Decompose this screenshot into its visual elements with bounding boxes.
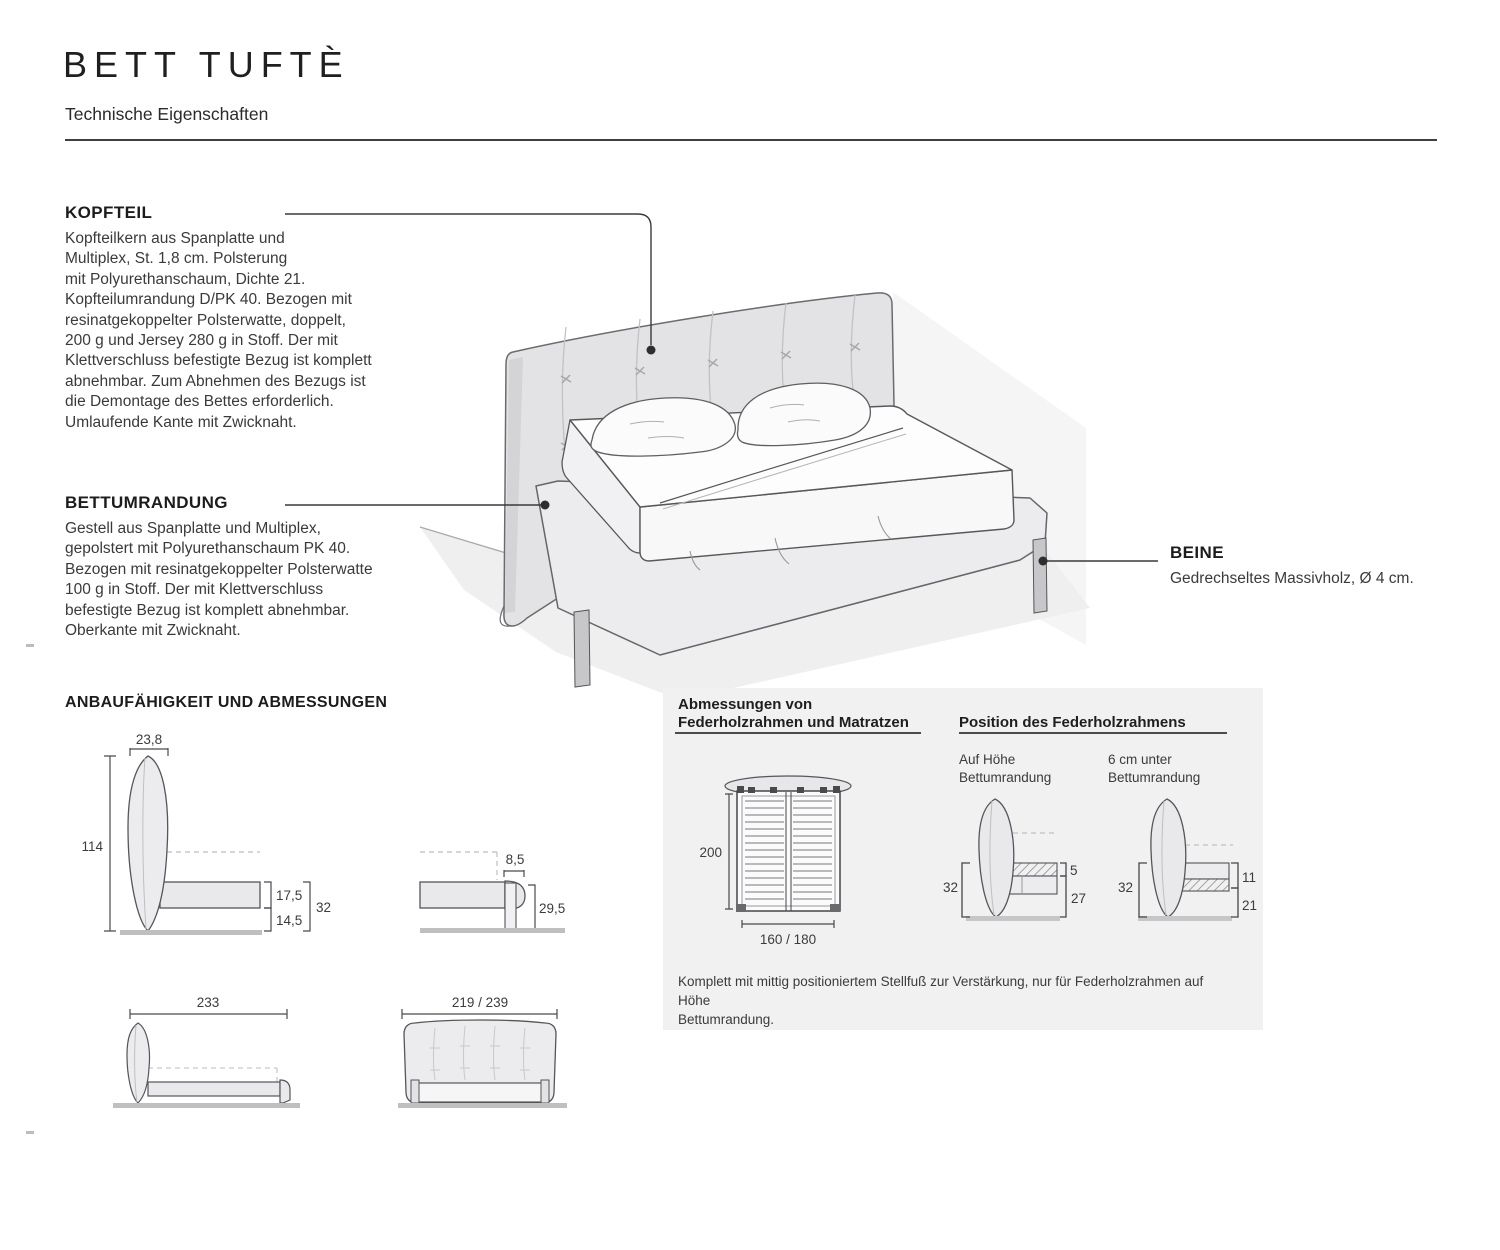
panel-heading-position: Position des Federholzrahmens <box>959 714 1186 731</box>
page-subtitle: Technische Eigenschaften <box>65 104 269 124</box>
drawing-front-width <box>398 995 567 1108</box>
bettumrandung-description: Gestell aus Spanplatte und Multiplex, gepolstert mit Polyurethanschaum PK 40. Bezogen mit resinatgekoppelter Polsterwatte 100 g in Stoff. Der mit Klettverschluss befestigte Bezug ist komplett abnehmbar. Oberkante mit Zwicknaht. <box>65 520 373 640</box>
header-rule <box>65 139 1437 141</box>
dim-label-edge-width: 8,5 <box>505 852 525 867</box>
position-diagram-b <box>1118 799 1257 921</box>
section-heading-beine: BEINE <box>1170 543 1224 562</box>
dim-label-edge-height: 29,5 <box>539 901 566 916</box>
leader-dot-kopfteil <box>647 346 656 355</box>
section-heading-kopfteil: KOPFTEIL <box>65 203 153 222</box>
dim-label-headboard-depth: 23,8 <box>135 732 163 747</box>
dim-label-total-height: 114 <box>81 839 103 854</box>
page-title: BETT TUFTÈ <box>63 44 350 85</box>
dim-label-length: 233 <box>196 995 220 1010</box>
dim-label-slat-length: 200 <box>699 845 722 860</box>
position-option-b-label: 6 cm unter Bettumrandung <box>1108 752 1201 785</box>
leader-line-kopfteil <box>285 214 651 345</box>
bed-leg-right <box>1033 538 1047 613</box>
position-option-a-label: Auf Höhe Bettumrandung <box>959 752 1052 785</box>
drawing-side-length <box>113 995 300 1108</box>
panel-footnote: Komplett mit mittig positioniertem Stellfuß zur Verstärkung, nur für Federholzrahmen auf Höhe Bettumrandung. <box>678 974 1204 1027</box>
leader-dot-beine <box>1039 557 1048 566</box>
panel-drawings <box>663 688 1263 1030</box>
drawing-frame-edge <box>420 852 565 933</box>
dim-label-pos-b-total: 32 <box>1117 880 1133 895</box>
beine-description: Gedrechseltes Massivholz, Ø 4 cm. <box>1170 570 1414 587</box>
dim-label-pos-b-top: 11 <box>1242 870 1257 885</box>
bed-leg-left <box>574 610 590 687</box>
dim-label-clearance: 14,5 <box>276 913 303 928</box>
dim-label-pos-a-slat: 5 <box>1070 863 1078 878</box>
panel-heading-dimensions: Abmessungen von Federholzrahmen und Matratzen <box>678 696 909 731</box>
dim-label-pos-a-total: 32 <box>942 880 958 895</box>
spec-panel <box>663 688 1263 1030</box>
dim-label-pos-b-below: 21 <box>1242 898 1258 913</box>
leader-dot-bettumrandung <box>541 501 550 510</box>
kopfteil-description: Kopfteilkern aus Spanplatte und Multiplex, St. 1,8 cm. Polsterung mit Polyurethanschaum, Dichte 21. Kopfteilumrandung D/PK 40. Bezogen mit resinatgekoppelter Polsterwatte, doppelt, 200 g und Jersey 280 g in Stoff. Der mit Klettverschluss befestigte Bezug ist komplett abnehmbar. Zum Abnehmen des Bezugs ist die Demontage des Bettes erforderlich. Umlaufende Kante mit Zwicknaht. <box>65 230 372 431</box>
dim-label-frame-height: 17,5 <box>276 888 303 903</box>
technical-drawings <box>55 720 640 1120</box>
page-mark <box>26 1131 34 1134</box>
section-heading-bettumrandung: BETTUMRANDUNG <box>65 493 228 512</box>
dim-label-slat-width: 160 / 180 <box>759 932 817 947</box>
position-diagram-a <box>943 799 1086 921</box>
dim-label-pos-a-below: 27 <box>1071 891 1087 906</box>
section-heading-abmessungen: ANBAUFÄHIGKEIT UND ABMESSUNGEN <box>65 694 388 711</box>
page-mark <box>26 644 34 647</box>
drawing-profile <box>81 732 331 935</box>
dim-label-width: 219 / 239 <box>451 995 509 1010</box>
dim-label-frame-total: 32 <box>316 900 332 915</box>
bed-illustration <box>260 200 1180 710</box>
slatted-frame-drawing <box>699 776 851 947</box>
